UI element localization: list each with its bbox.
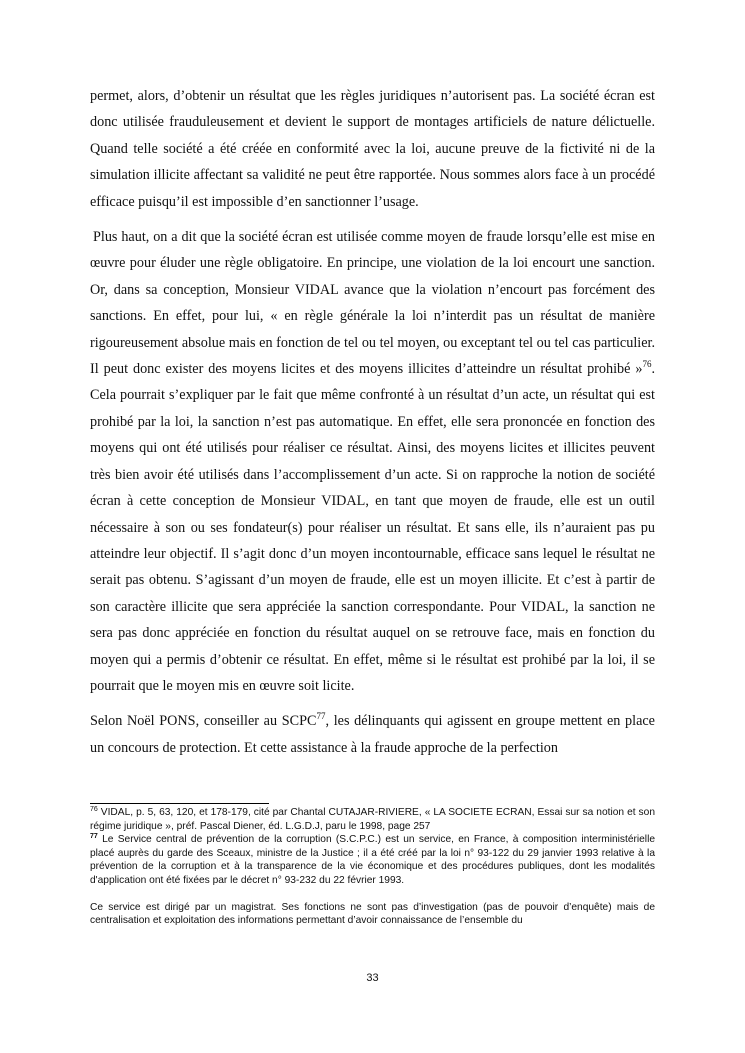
paragraph-3-part-1: Selon Noël PONS, conseiller au SCPC <box>90 713 317 730</box>
footnotes <box>90 806 655 928</box>
footnote-separator <box>90 803 269 804</box>
footnote-text-76: VIDAL, p. 5, 63, 120, et 178-179, cité par Chantal CUTAJAR-RIVIERE, « LA SOCIETE ECRAN, Essai sur sa notion et son régime juridique », préf. Pascal Diener, éd. L.G.D.J, paru le 1998, page 257 <box>90 807 655 832</box>
footnote-number-77: 77 <box>90 833 98 841</box>
paragraph-2 <box>90 224 655 699</box>
footnote-text-77: Le Service central de prévention de la corruption (S.C.P.C.) est un service, en France, à composition interministérielle placé auprès du garde des Sceaux, ministre de la Justice ; il a été créé par la loi n° 93-122 du 29 janvier 1993 relative à la prévention de la corruption et à la transparence de la vie économique et des procédures publiques, dont les modalités d'application ont été fixées par le décret n° 93-232 du 22 février 1993. <box>90 834 655 886</box>
paragraph-2-part-2: . Cela pourrait s’expliquer par le fait que même confronté à un résultat d’un acte, un résultat qui est prohibé par la loi, la sanction n’est pas automatique. En effet, elle sera prononcée en fonction des moyens qui ont été utilisés pour réaliser ce résultat. Ainsi, des moyens licites et illicites peuvent très bien avoir été utilisés dans l’accomplissement d’un acte. Si on rapproche la notion de société écran à cette conception de Monsieur VIDAL, en tant que moyen de fraude, elle est un outil nécessaire à son ou ses fondateur(s) pour réaliser un résultat. Et sans elle, ils n’auraient pas pu atteindre leur objectif. Il s’agit donc d’un moyen incontournable, efficace sans lequel le résultat ne serait pas obtenu. S’agissant d’un moyen de fraude, elle est un moyen illicite. Et c’est à partir de son caractère illicite que sera appréciée la sanction correspondante. Pour VIDAL, la sanction ne sera pas donc appréciée en fonction du résultat auquel on se retrouve face, mais en fonction du moyen qui a permis d’obtenir ce résultat. En effet, même si le résultat est prohibé par la loi, il se pourrait que le moyen mis en œuvre soit licite. <box>90 361 655 694</box>
footnote-77 <box>90 833 655 887</box>
footnote-ref-76[interactable]: 76 <box>642 359 652 370</box>
paragraph-2-part-1: Plus haut, on a dit que la société écran est utilisée comme moyen de fraude lorsqu’elle est mise en œuvre pour éluder une règle obligatoire. En principe, une violation de la loi encourt une sanction. Or, dans sa conception, Monsieur VIDAL avance que la violation n’encourt pas forcément des sanctions. En effet, pour lui, « en règle générale la loi n’interdit pas un résultat de manière rigoureusement absolue mais en fonction de tel ou tel moyen, ou exceptant tel ou tel cas particulier. Il peut donc exister des moyens licites et des moyens illicites d’atteindre un résultat prohibé » <box>90 229 655 378</box>
paragraph-3 <box>90 708 655 761</box>
page-number: 33 <box>366 972 379 984</box>
paragraph-3-part-2: , les délinquants qui agissent en groupe mettent en place un concours de protection. Et cette assistance à la fraude approche de la perfection <box>90 713 655 756</box>
footnote-76 <box>90 806 655 833</box>
body-text <box>90 83 655 770</box>
footnote-ref-77[interactable]: 77 <box>316 711 326 722</box>
paragraph-1: permet, alors, d’obtenir un résultat que les règles juridiques n’autorisent pas. La société écran est donc utilisée frauduleusement et devient le support de montages artificiels de nature délictuelle. Quand telle société a été créée en conformité avec la loi, aucune preuve de la fictivité ni de la simulation illicite affectant sa validité ne peut être rapportée. Nous sommes alors face à un procédé efficace puisqu’il est impossible d’en sanctionner l’usage. <box>90 88 655 210</box>
footnote-number-76: 76 <box>90 806 98 813</box>
footnote-77-continuation: Ce service est dirigé par un magistrat. Ses fonctions ne sont pas d’investigation (pas de pouvoir d’enquête) mais de centralisation et exploitation des informations permettant d’avoir connaissance de l’ensemble du <box>90 901 655 927</box>
